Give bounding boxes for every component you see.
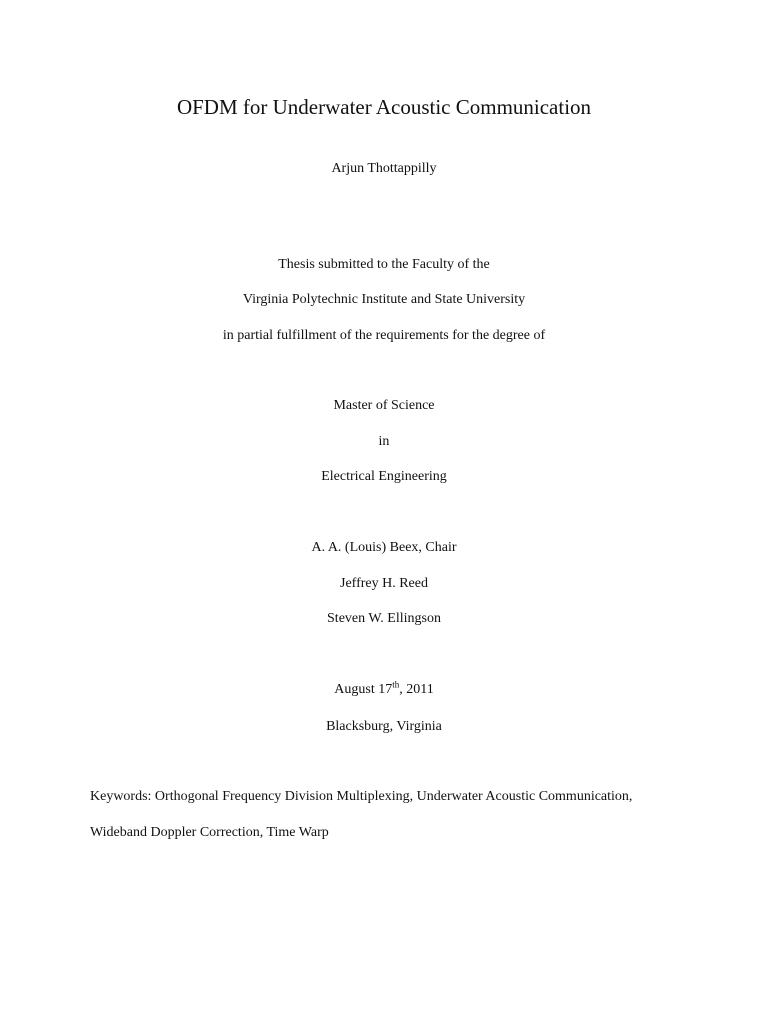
- submission-date: [0, 681, 768, 699]
- date-ordinal-suffix: th: [392, 679, 400, 690]
- submission-line-2: Virginia Polytechnic Institute and State University: [242, 292, 526, 307]
- date-year: , 2011: [399, 682, 434, 697]
- date-month-day: August 17: [334, 682, 393, 697]
- submission-line-3: in partial fulfillment of the requirements for the degree of: [222, 328, 546, 343]
- degree-field: Electrical Engineering: [321, 469, 447, 484]
- author-name: Arjun Thottappilly: [331, 161, 437, 176]
- degree-name: Master of Science: [333, 398, 435, 413]
- keywords-line-1: Keywords: Orthogonal Frequency Division Multiplexing, Underwater Acoustic Communication,: [90, 789, 633, 804]
- submission-line-1: Thesis submitted to the Faculty of the: [278, 257, 490, 272]
- keywords-line-2: Wideband Doppler Correction, Time Warp: [90, 825, 329, 840]
- committee-member: Steven W. Ellingson: [327, 611, 441, 626]
- committee-chair: A. A. (Louis) Beex, Chair: [311, 540, 457, 555]
- document-title: OFDM for Underwater Acoustic Communication: [176, 95, 592, 119]
- degree-connector: in: [378, 434, 390, 449]
- committee-member: Jeffrey H. Reed: [340, 576, 428, 591]
- location: Blacksburg, Virginia: [326, 719, 442, 734]
